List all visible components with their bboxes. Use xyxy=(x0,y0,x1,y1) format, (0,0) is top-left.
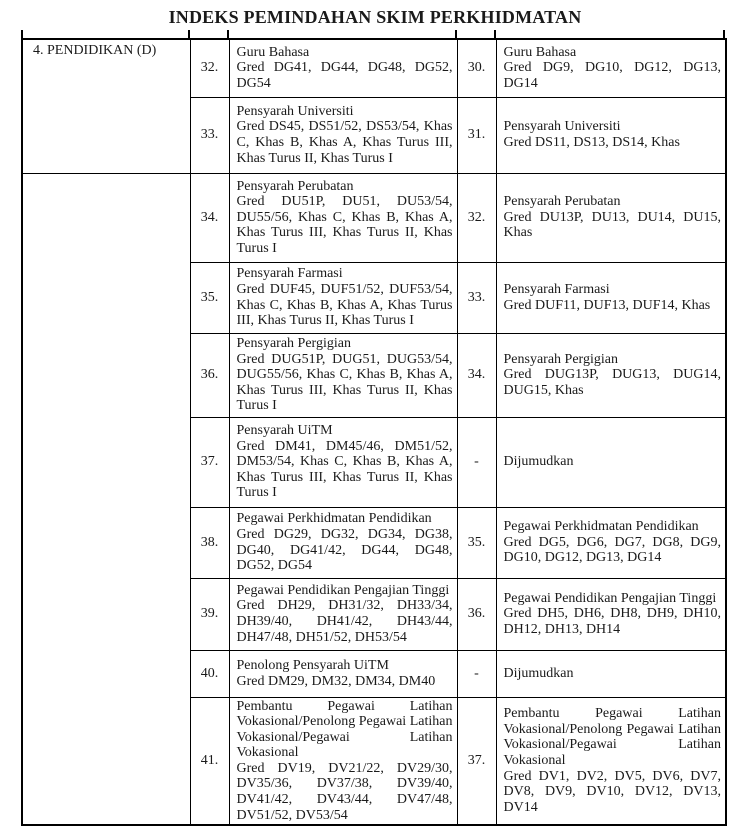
new-index-cell: 33. xyxy=(457,262,496,333)
scheme-grades: Gred DV19, DV21/22, DV29/30, DV35/36, DV37/38, DV39/40, DV41/42, DV43/44, DV47/48, DV51/52, DV53/54 xyxy=(236,760,453,823)
old-index-cell: 40. xyxy=(190,650,229,697)
new-index-cell: 30. xyxy=(457,39,496,97)
scheme-grades: Gred DS45, DS51/52, DS53/54, Khas C, Khas B, Khas A, Khas Turus III, Khas Turus II, Khas Turus I xyxy=(236,119,453,166)
scheme-grades: Gred DH29, DH31/32, DH33/34, DH39/40, DH41/42, DH43/44, DH47/48, DH51/52, DH53/54 xyxy=(236,598,453,645)
column-tick xyxy=(455,30,457,38)
new-index-cell: 31. xyxy=(457,97,496,173)
new-index-cell: 32. xyxy=(457,173,496,262)
scheme-title: Penolong Pensyarah UiTM xyxy=(236,657,389,673)
scheme-grades: Gred DUF11, DUF13, DUF14, Khas xyxy=(503,297,711,313)
scheme-grades: Gred DU13P, DU13, DU14, DU15, Khas xyxy=(503,209,721,241)
old-index-cell: 34. xyxy=(190,173,229,262)
new-scheme-cell xyxy=(496,650,726,697)
old-scheme-cell xyxy=(229,507,457,578)
scheme-title: Guru Bahasa xyxy=(503,44,577,60)
scheme-grades: Gred DH5, DH6, DH8, DH9, DH10, DH12, DH13, DH14 xyxy=(503,606,721,637)
column-tick xyxy=(188,30,190,38)
scheme-title: Dijumudkan xyxy=(503,454,574,470)
old-scheme-cell xyxy=(229,39,457,97)
scheme-grades: Gred DV1, DV2, DV5, DV6, DV7, DV8, DV9, DV10, DV12, DV13, DV14 xyxy=(503,768,721,815)
scheme-grades: Gred DG41, DG44, DG48, DG52, DG54 xyxy=(236,60,453,92)
old-index-cell: 37. xyxy=(190,417,229,507)
category-cell: 4. PENDIDIKAN (D) xyxy=(22,39,190,173)
old-scheme-cell xyxy=(229,578,457,650)
index-table-body xyxy=(22,39,726,825)
new-scheme-cell xyxy=(496,697,726,825)
scheme-title: Dijumudkan xyxy=(503,665,574,681)
new-scheme-cell xyxy=(496,97,726,173)
scheme-title: Pensyarah Universiti xyxy=(503,119,621,135)
new-index-cell: 36. xyxy=(457,578,496,650)
old-index-cell: 36. xyxy=(190,333,229,417)
old-index-cell: 39. xyxy=(190,578,229,650)
old-scheme-cell xyxy=(229,697,457,825)
scheme-grades: Gred DUG51P, DUG51, DUG53/54, DUG55/56, Khas C, Khas B, Khas A, Khas Turus III, Khas Turus II, Khas Turus I xyxy=(236,351,453,414)
new-scheme-cell xyxy=(496,173,726,262)
scheme-title: Pensyarah Perubatan xyxy=(236,178,354,194)
old-scheme-cell xyxy=(229,173,457,262)
scheme-title: Pegawai Pendidikan Pengajian Tinggi xyxy=(236,582,450,598)
new-index-cell: 37. xyxy=(457,697,496,825)
scheme-grades: Gred DG9, DG10, DG12, DG13, DG14 xyxy=(503,60,721,92)
scheme-title: Pembantu Pegawai Latihan Vokasional/Penolong Pegawai Latihan Vokasional/Pegawai Latihan Vokasional xyxy=(503,706,721,769)
scheme-grades: Gred DS11, DS13, DS14, Khas xyxy=(503,135,680,150)
new-scheme-cell xyxy=(496,39,726,97)
new-index-cell: 34. xyxy=(457,333,496,417)
new-index-cell: - xyxy=(457,650,496,697)
old-index-cell: 32. xyxy=(190,39,229,97)
scheme-title: Pembantu Pegawai Latihan Vokasional/Penolong Pegawai Latihan Vokasional/Pegawai Latihan Vokasional xyxy=(236,698,453,761)
scheme-title: Pegawai Pendidikan Pengajian Tinggi xyxy=(503,590,717,606)
new-index-cell: - xyxy=(457,417,496,507)
index-table xyxy=(21,38,727,826)
new-scheme-cell xyxy=(496,333,726,417)
old-index-cell: 35. xyxy=(190,262,229,333)
column-tick xyxy=(227,30,229,38)
old-index-cell: 33. xyxy=(190,97,229,173)
scheme-grades: Gred DUF45, DUF51/52, DUF53/54, Khas C, Khas B, Khas A, Khas Turus III, Khas Turus II, Khas Turus I xyxy=(236,281,453,329)
scheme-title: Pensyarah Perubatan xyxy=(503,194,621,210)
new-scheme-cell xyxy=(496,578,726,650)
scheme-title: Pegawai Perkhidmatan Pendidikan xyxy=(503,519,699,535)
scheme-grades: Gred DG29, DG32, DG34, DG38, DG40, DG41/42, DG44, DG48, DG52, DG54 xyxy=(236,526,453,574)
new-index-cell: 35. xyxy=(457,507,496,578)
scheme-grades: Gred DU51P, DU51, DU53/54, DU55/56, Khas C, Khas B, Khas A, Khas Turus III, Khas Turus II, Khas Turus I xyxy=(236,194,453,256)
scheme-grades: Gred DM29, DM32, DM34, DM40 xyxy=(236,673,436,689)
category-cell xyxy=(22,173,190,825)
column-tick xyxy=(494,30,496,38)
scheme-title: Pegawai Perkhidmatan Pendidikan xyxy=(236,511,432,527)
scheme-grades: Gred DUG13P, DUG13, DUG14, DUG15, Khas xyxy=(503,367,721,398)
scheme-grades: Gred DG5, DG6, DG7, DG8, DG9, DG10, DG12, DG13, DG14 xyxy=(503,534,721,566)
scheme-title: Pensyarah Pergigian xyxy=(236,336,351,352)
table-row xyxy=(22,173,726,262)
column-tick xyxy=(21,30,23,38)
scheme-title: Pensyarah Farmasi xyxy=(236,266,343,282)
old-scheme-cell xyxy=(229,262,457,333)
new-scheme-cell xyxy=(496,507,726,578)
scheme-grades: Gred DM41, DM45/46, DM51/52, DM53/54, Khas C, Khas B, Khas A, Khas Turus III, Khas Turus II, Khas Turus I xyxy=(236,438,453,501)
scheme-title: Pensyarah Pergigian xyxy=(503,351,618,367)
old-index-cell: 38. xyxy=(190,507,229,578)
old-index-cell: 41. xyxy=(190,697,229,825)
old-scheme-cell xyxy=(229,650,457,697)
scheme-title: Pensyarah Farmasi xyxy=(503,281,610,297)
scheme-title: Guru Bahasa xyxy=(236,44,310,60)
column-tick xyxy=(723,30,725,38)
table-row xyxy=(22,39,726,97)
scheme-title: Pensyarah Universiti xyxy=(236,103,354,119)
new-scheme-cell xyxy=(496,417,726,507)
old-scheme-cell xyxy=(229,333,457,417)
document-title: INDEKS PEMINDAHAN SKIM PERKHIDMATAN xyxy=(168,7,582,27)
old-scheme-cell xyxy=(229,417,457,507)
new-scheme-cell xyxy=(496,262,726,333)
scheme-title: Pensyarah UiTM xyxy=(236,423,333,439)
old-scheme-cell xyxy=(229,97,457,173)
